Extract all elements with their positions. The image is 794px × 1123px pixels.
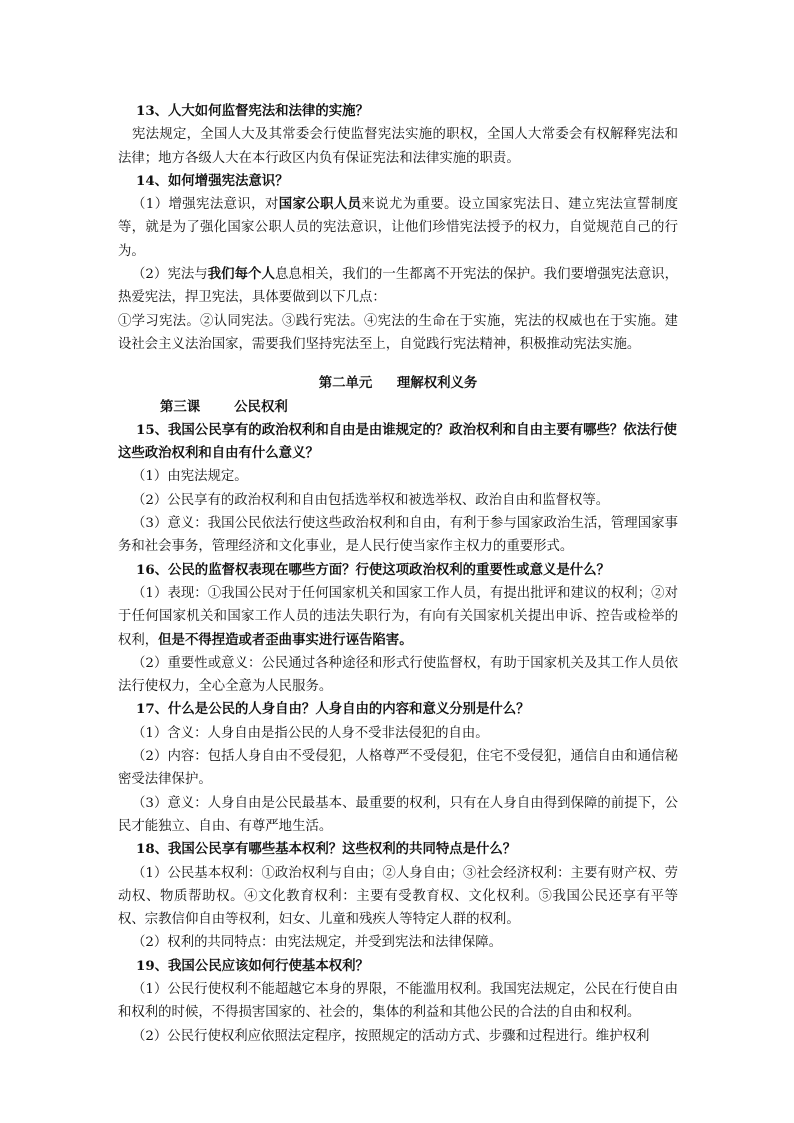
answer-text: 来说尤为重要。设立国家宪法日、建立宪法宣誓制度等，就是为了强化国家公职人员的宪法意识，让他们珍惜宪法授予的权力，自觉规范自己的行为。	[118, 197, 678, 259]
document-page	[118, 100, 678, 1048]
question-15-title: 15、我国公民享有的政治权利和自由是由谁规定的？政治权利和自由主要有哪些？依法行使这些政治权利和自由有什么意义？	[118, 421, 677, 462]
question-17-answer-2: （2）内容：包括人身自由不受侵犯，人格尊严不受侵犯，住宅不受侵犯，通信自由和通信秘密受法律保护。	[118, 749, 678, 788]
question-19-answer-2: （2）公民行使权利应依照法定程序，按照规定的活动方式、步骤和过程进行。维护权利	[132, 1028, 650, 1044]
lesson-heading	[118, 396, 678, 419]
question-13-title: 13、人大如何监督宪法和法律的实施？	[136, 103, 369, 119]
question-14-answer-3: ①学习宪法。②认同宪法。③践行宪法。④宪法的生命在于实施，宪法的权威也在于实施。建设社会主义法治国家，需要我们坚持宪法至上，自觉践行宪法精神，积极推动宪法实施。	[118, 313, 678, 352]
answer-emphasis: 我们每个人	[207, 266, 275, 283]
question-17-answer-1: （1）含义：人身自由是指公民的人身不受非法侵犯的自由。	[132, 725, 489, 741]
answer-text: （1）增强宪法意识，对	[132, 197, 279, 213]
question-17-title: 17、什么是公民的人身自由？人身自由的内容和意义分别是什么？	[136, 701, 530, 718]
answer-emphasis: 国家公职人员	[278, 196, 362, 213]
question-15-answer-3: （3）意义：我国公民依法行使这些政治权利和自由，有利于参与国家政治生活，管理国家事务和社会事务，管理经济和文化事业，是人民行使当家作主权力的重要形式。	[118, 516, 678, 555]
lesson-name: 公民权利	[234, 398, 288, 415]
question-16-answer-2: （2）重要性或意义：公民通过各种途径和形式行使监督权，有助于国家机关及其工作人员依法行使权力，全心全意为人民服务。	[118, 655, 678, 695]
answer-text: 息息相关，我们的一生都离不开宪法的保护。我们要增强宪法意识，热爱宪法，捍卫宪法，具体要做到以下几点：	[118, 267, 678, 306]
question-19-title: 19、我国公民应该如何行使基本权利？	[136, 957, 369, 974]
question-16-answer-1	[118, 582, 678, 652]
question-18-title: 18、我国公民享有哪些基本权利？这些权利的共同特点是什么？	[136, 841, 517, 858]
answer-text: （2）宪法与	[132, 267, 208, 283]
question-17-answer-3: （3）意义：人身自由是公民最基本、最重要的权利，只有在人身自由得到保障的前提下，公民才能独立、自由、有尊严地生活。	[118, 795, 678, 834]
question-19-answer-1: （1）公民行使权利不能超越它本身的界限，不能滥用权利。我国宪法规定，公民在行使自由和权利的时候，不得损害国家的、社会的，集体的利益和其他公民的合法的自由和权利。	[118, 981, 678, 1021]
question-14-title: 14、如何增强宪法意识？	[136, 172, 289, 189]
question-15-answer-1: （1）由宪法规定。	[132, 469, 248, 485]
question-18-answer-1: （1）公民基本权利：①政治权利与自由；②人身自由；③社会经济权利：主要有财产权、劳动权、物质帮助权。④文化教育权利：主要有受教育权、文化权利。⑤我国公民还享有平等权、宗教信仰自由等权利，妇女、儿童和残疾人等特定人群的权利。	[118, 865, 678, 928]
lesson-number: 第三课	[160, 398, 201, 415]
question-14-answer-2	[118, 263, 678, 310]
question-18-answer-2: （2）权利的共同特点：由宪法规定，并受到宪法和法律保障。	[132, 935, 503, 951]
answer-text: （1）表现：①我国公民对于任何国家机关和国家工作人员，有提出批评和建议的权利；②对于任何国家机关和国家工作人员的违法失职行为，有向有关国家机关提出申诉、控告或检举的权利，	[118, 585, 678, 648]
question-14-answer-1	[118, 193, 678, 263]
question-15-answer-2: （2）公民享有的政治权利和自由包括选举权和被选举权、政治自由和监督权等。	[132, 492, 610, 508]
answer-emphasis: 但是不得捏造或者歪曲事实进行诬告陷害。	[158, 631, 413, 648]
unit-heading: 第二单元 理解权利义务	[318, 375, 478, 392]
question-13-answer: 宪法规定，全国人大及其常委会行使监督宪法实施的职权，全国人大常委会有权解释宪法和法律；地方各级人大在本行政区内负有保证宪法和法律实施的职责。	[118, 127, 678, 166]
question-16-title: 16、公民的监督权表现在哪些方面？行使这项政治权利的重要性或意义是什么？	[136, 561, 610, 578]
